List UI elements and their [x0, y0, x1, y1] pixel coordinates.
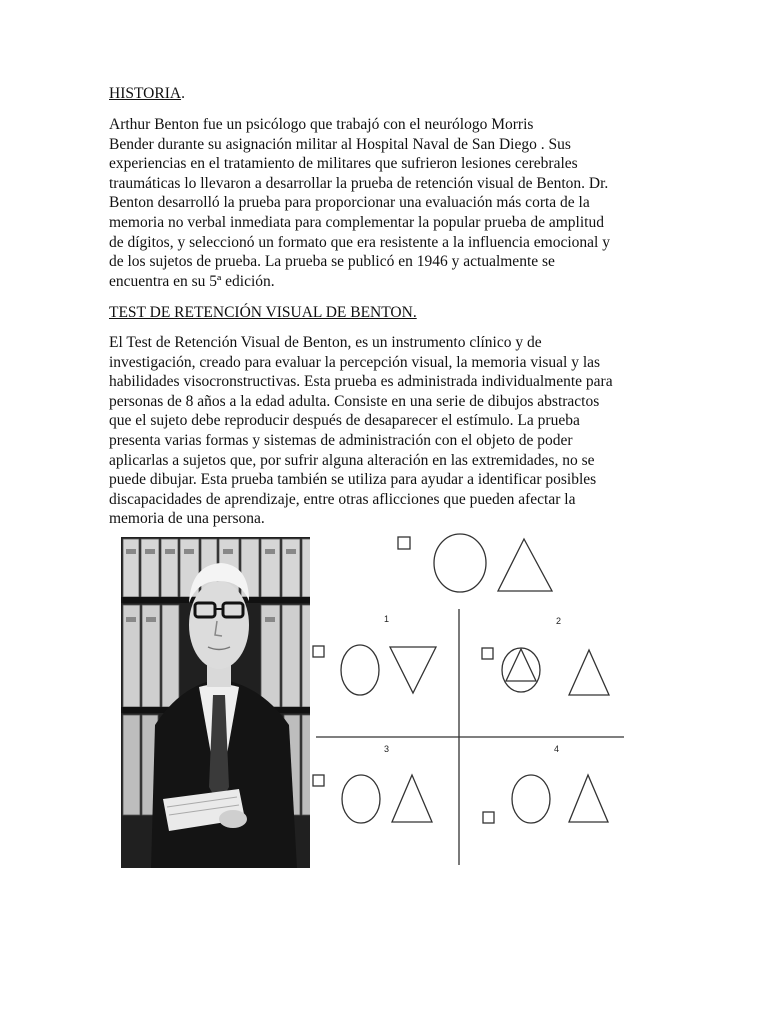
small-square-shape [313, 775, 324, 786]
test-heading [109, 303, 417, 323]
triangle-shape [498, 539, 552, 591]
paragraph-line: investigación, creado para evaluar la percepción visual, la memoria visual y las [109, 353, 601, 371]
historia-heading-period: . [181, 85, 185, 102]
benton-photo-graphic [121, 537, 310, 868]
paragraph-line: experiencias en el tratamiento de militares que sufrieron lesiones cerebrales [109, 155, 578, 173]
small-square-shape [398, 537, 410, 549]
circle-shape [342, 775, 380, 823]
test-heading-text: TEST DE RETENCIÓN VISUAL DE BENTON. [109, 304, 417, 321]
circle-shape [434, 534, 486, 592]
paragraph-line: traumáticas lo llevaron a desarrollar la prueba de retención visual de Benton. Dr. [109, 174, 609, 192]
small-square-shape [313, 646, 324, 657]
paragraph-line: encuentra en su 5ª edición. [109, 272, 275, 290]
paragraph-line: Bender durante su asignación militar al Hospital Naval de San Diego . Sus [109, 135, 571, 153]
inscribed-triangle-shape [506, 649, 536, 681]
triangle-shape [569, 775, 608, 822]
paragraph-line: que el sujeto debe reproducir después de desaparecer el estímulo. La prueba [109, 412, 580, 430]
quadrant-number-2: 2 [556, 616, 562, 626]
triangle-shape [569, 650, 609, 695]
historia-heading [109, 84, 185, 104]
paragraph-line: El Test de Retención Visual de Benton, es un instrumento clínico y de [109, 334, 542, 351]
quadrant-number-3: 3 [384, 744, 390, 754]
circle-shape [502, 648, 540, 692]
test-paragraph [109, 333, 669, 529]
paragraph-line: memoria no verbal inmediata para complementar la popular prueba de amplitud [109, 213, 604, 231]
triangle-shape [392, 775, 432, 822]
paragraph-line: de los sujetos de prueba. La prueba se publicó en 1946 y actualmente se [109, 253, 555, 271]
historia-heading-text: HISTORIA [109, 85, 182, 102]
benton-photo [121, 537, 310, 868]
paragraph-line: memoria de una persona. [109, 510, 265, 528]
inverted-triangle-shape [390, 647, 436, 693]
paragraph-line: de dígitos, y seleccionó un formato que era resistente a la influencia emocional y [109, 233, 610, 251]
small-square-shape [482, 648, 493, 659]
circle-shape [341, 645, 379, 695]
paragraph-line: puede dibujar. Esta prueba también se utiliza para ayudar a identificar posibles [109, 471, 597, 489]
paragraph-line: discapacidades de aprendizaje, entre otras aflicciones que pueden afectar la [109, 490, 576, 508]
paragraph-line: personas de 8 años a la edad adulta. Consiste en una serie de dibujos abstractos [109, 392, 600, 410]
paragraph-line: presenta varias formas y sistemas de administración con el objeto de poder [109, 431, 573, 449]
benton-stimulus-diagram [310, 525, 640, 865]
quadrant-number-1: 1 [384, 614, 390, 624]
paragraph-line: aplicarlas a sujetos que, por sufrir alguna alteración en las extremidades, no se [109, 451, 595, 469]
circle-shape [512, 775, 550, 823]
benton-stimulus-graphic [310, 525, 640, 865]
historia-paragraph [109, 115, 669, 291]
small-square-shape [483, 812, 494, 823]
paragraph-line: Benton desarrolló la prueba para proporcionar una evaluación más corta de la [109, 194, 590, 212]
paragraph-line: Arthur Benton fue un psicólogo que trabajó con el neurólogo Morris [109, 116, 534, 133]
quadrant-number-4: 4 [554, 744, 560, 754]
paragraph-line: habilidades visocronstructivas. Esta prueba es administrada individualmente para [109, 373, 613, 391]
